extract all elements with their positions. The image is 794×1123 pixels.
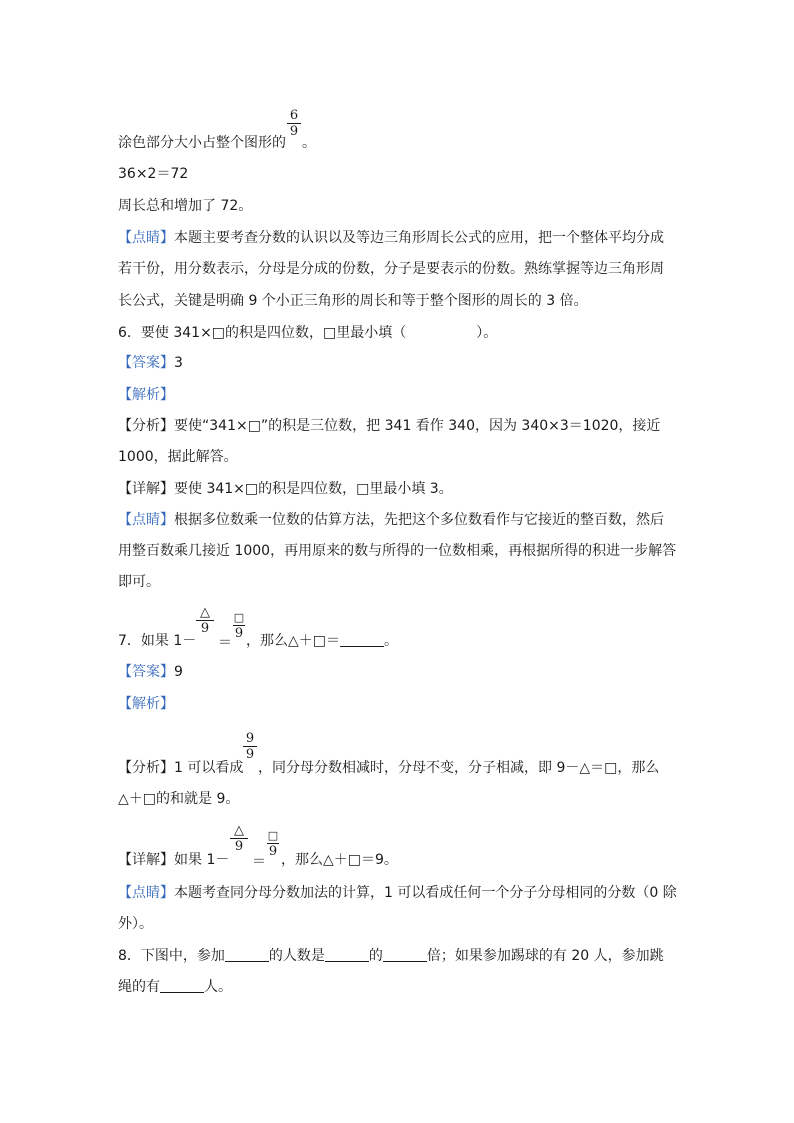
answer-value: 9 [174, 664, 183, 680]
fraction-nine-ninths [243, 731, 257, 762]
fenxi-7-cont: △＋□的和就是 9。 [118, 791, 240, 807]
fraction-denominator: 9 [200, 621, 210, 636]
fraction-numerator: □ [267, 829, 279, 842]
answer-blank[interactable] [325, 947, 369, 962]
answer-blank[interactable] [340, 632, 384, 647]
xiangjie-7-end: ，那么△＋□＝9。 [281, 852, 398, 868]
fraction-numerator: 9 [245, 731, 255, 746]
fraction-box-over-nine [233, 610, 245, 641]
result-line: 周长总和增加了 72。 [118, 198, 253, 214]
question-text: 倍；如果参加踢球的有 20 人，参加跳 [426, 948, 664, 964]
fraction-denominator: 9 [234, 626, 244, 641]
fraction-denominator: 9 [234, 839, 244, 854]
dianjing-tag: 【点睛】 [118, 885, 174, 901]
fraction-six-ninths [287, 108, 301, 139]
fraction-numerator: □ [233, 611, 245, 624]
dianjing-text-cont: 外）。 [118, 916, 153, 932]
line-fraction-statement [118, 133, 678, 153]
fraction-numerator: △ [234, 823, 244, 838]
question-end: 。 [384, 633, 398, 649]
fraction-denominator: 9 [245, 747, 255, 762]
fraction-box-over-nine [267, 828, 279, 859]
dianjing-text-cont: 若干份，用分数表示，分母是分成的份数，分子是要表示的份数。熟练掌握等边三角形周 [118, 261, 664, 277]
question-text: 6．要使 341×□的积是四位数，□里最小填（ [118, 325, 407, 341]
question-text: 8．下图中，参加 [118, 948, 225, 964]
question-text: 的 [368, 948, 383, 964]
xiangjie-tag: 【详解】 [118, 481, 174, 497]
answer-tag: 【答案】 [118, 355, 174, 371]
xiangjie-6 [118, 479, 678, 499]
answer-tag: 【答案】 [118, 664, 174, 680]
fraction-denominator: 9 [268, 844, 278, 859]
answer-blank[interactable] [160, 978, 204, 993]
analysis-7 [118, 694, 678, 714]
dianjing-text-cont: 长公式，关键是明确 9 个小正三角形的周长和等于整个图形的周长的 3 倍。 [118, 293, 588, 309]
question-text: 绳的有 [118, 979, 160, 995]
dianjing-section-1 [118, 228, 678, 248]
dianjing-tag: 【点睛】 [118, 512, 174, 528]
fraction-denominator: 9 [289, 124, 299, 139]
statement-end: 。 [302, 135, 316, 151]
fenxi-text: 要使“341×□”的积是三位数，把 341 看作 340，因为 340×3＝1020，接近 [174, 418, 661, 434]
fraction-triangle-over-nine [230, 823, 248, 854]
fraction-triangle-over-nine [196, 605, 214, 636]
question-8-cont [118, 977, 678, 997]
question-text: ，那么△＋□＝ [246, 633, 340, 649]
dianjing-text-cont: 即可。 [118, 574, 160, 590]
xiangjie-tag: 【详解】 [118, 852, 174, 868]
fenxi-tag: 【分析】 [118, 418, 174, 434]
answer-7 [118, 662, 678, 682]
xiangjie-text: 要使 341×□的积是四位数，□里最小填 3。 [174, 481, 453, 497]
equals-sign: ＝ [218, 635, 232, 651]
fenxi-tag: 【分析】 [118, 760, 174, 776]
question-8 [118, 946, 678, 966]
fraction-numerator: △ [200, 605, 210, 620]
dianjing-section-7 [118, 883, 678, 903]
fenxi-6-cont: 1000，据此解答。 [118, 449, 238, 465]
fenxi-text: 1 可以看成 [174, 760, 244, 776]
dianjing-text: 本题考查同分母分数加法的计算，1 可以看成任何一个分子分母相同的分数（0 除 [174, 885, 677, 901]
answer-6 [118, 353, 678, 373]
xiangjie-7-start [118, 850, 229, 870]
answer-value: 3 [174, 355, 183, 371]
question-end: 人。 [204, 979, 232, 995]
dianjing-text: 根据多位数乘一位数的估算方法，先把这个多位数看作与它接近的整百数，然后 [174, 512, 664, 528]
dianjing-tag: 【点睛】 [118, 230, 174, 246]
fenxi-7-start [118, 758, 243, 778]
dianjing-text: 本题主要考查分数的认识以及等边三角形周长公式的应用，把一个整体平均分成 [174, 230, 664, 246]
statement-text: 涂色部分大小占整个图形的 [118, 135, 286, 151]
calc-line: 36×2＝72 [118, 166, 189, 182]
question-text: 的人数是 [268, 948, 325, 964]
fenxi-6 [118, 416, 678, 436]
analysis-tag: 【解析】 [118, 696, 174, 712]
analysis-tag: 【解析】 [118, 387, 174, 403]
fraction-numerator: 6 [289, 108, 299, 123]
fenxi-7-end: ，同分母分数相减时，分母不变，分子相减，即 9－△＝□，那么 [258, 760, 660, 776]
question-end: ）。 [476, 325, 498, 341]
question-7-end [246, 631, 398, 651]
dianjing-text-cont: 用整百数乘几接近 1000，再用原来的数与所得的一位数相乘，再根据所得的积进一步解答 [118, 543, 677, 559]
answer-blank[interactable] [383, 947, 427, 962]
equals-sign: ＝ [252, 854, 266, 870]
dianjing-section-6 [118, 510, 678, 530]
question-6 [118, 323, 678, 343]
analysis-6 [118, 385, 678, 405]
answer-blank[interactable] [225, 947, 269, 962]
question-7-start: 7．如果 1－ [118, 633, 197, 649]
xiangjie-text: 如果 1－ [174, 852, 230, 868]
